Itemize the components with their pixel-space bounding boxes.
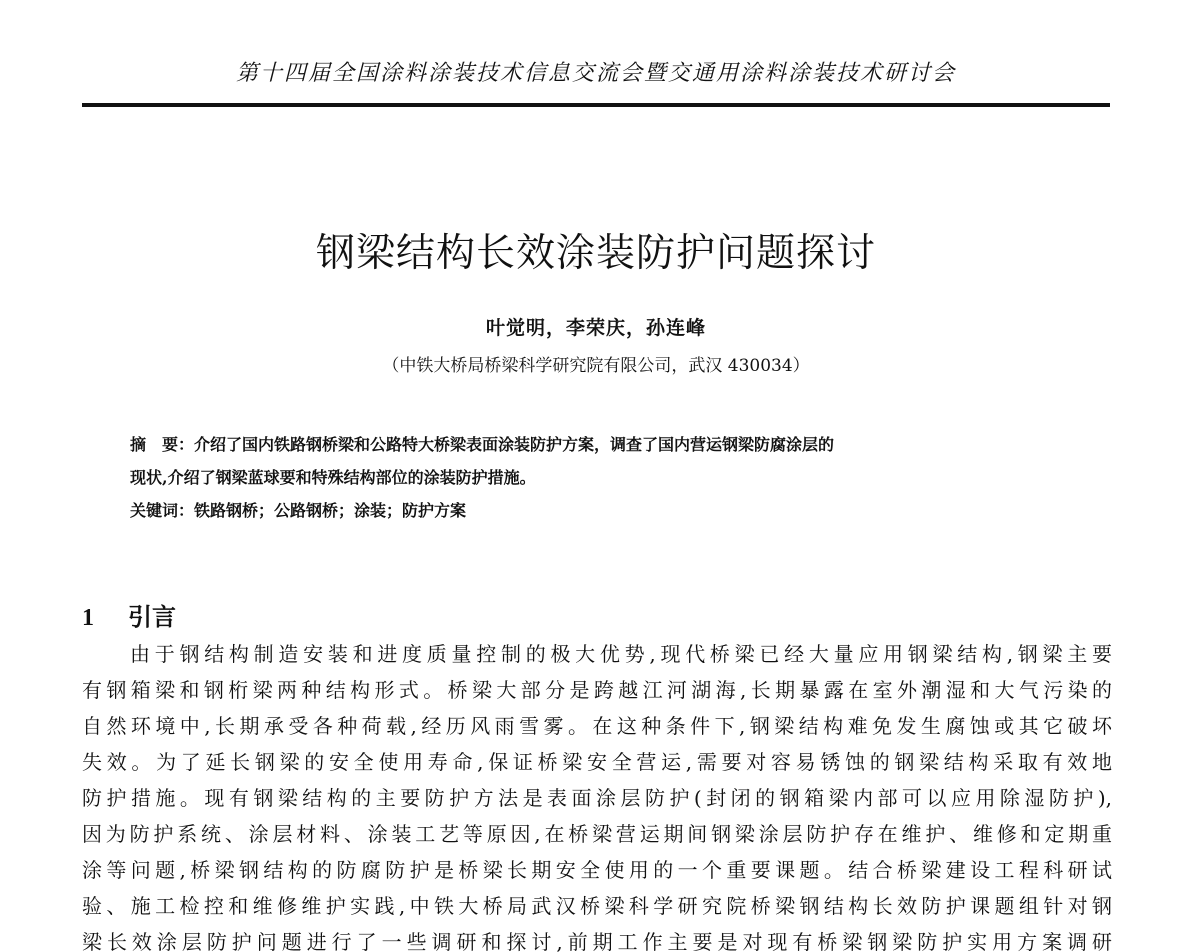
keywords-line xyxy=(130,494,1090,527)
body-line: 因为防护系统、涂层材料、涂装工艺等原因,在桥梁营运期间钢梁涂层防护存在维护、维修和定期重 xyxy=(82,822,1112,846)
abstract-label: 摘 要： xyxy=(130,435,195,454)
section-body xyxy=(82,636,1112,952)
body-line: 涂等问题,桥梁钢结构的防腐防护是桥梁长期安全使用的一个重要课题。结合桥梁建设工程科研试 xyxy=(82,858,1112,882)
header-rule xyxy=(82,103,1110,107)
running-header: 第十四届全国涂料涂装技术信息交流会暨交通用涂料涂装技术研讨会 xyxy=(235,61,956,86)
section-number: 1 xyxy=(82,605,94,631)
abstract-text-1: 介绍了国内铁路钢桥梁和公路特大桥梁表面涂装防护方案，调查了国内营运钢梁防腐涂层的 xyxy=(194,435,835,454)
body-line: 梁长效涂层防护问题进行了一些调研和探讨,前期工作主要是对现有桥梁钢梁防护实用方案调研 xyxy=(82,930,1112,952)
abstract-block xyxy=(130,428,1090,527)
body-line: 失效。为了延长钢梁的安全使用寿命,保证桥梁安全营运,需要对容易锈蚀的钢梁结构采取有效地 xyxy=(82,750,1112,774)
abstract-line-1 xyxy=(130,428,1090,461)
paper-authors: 叶觉明，李荣庆，孙连峰 xyxy=(485,317,706,339)
body-line: 自然环境中,长期承受各种荷载,经历风雨雪雾。在这种条件下,钢梁结构难免发生腐蚀或其它破坏 xyxy=(82,714,1112,738)
paper-title: 钢梁结构长效涂装防护问题探讨 xyxy=(315,231,876,276)
paper-affiliation: （中铁大桥局桥梁科学研究院有限公司，武汉 430034） xyxy=(382,356,810,376)
body-line: 有钢箱梁和钢桁梁两种结构形式。桥梁大部分是跨越江河湖海,长期暴露在室外潮湿和大气污染的 xyxy=(82,678,1112,702)
keywords-label: 关键词： xyxy=(130,501,195,520)
keywords-text: 铁路钢桥；公路钢桥；涂装；防护方案 xyxy=(194,501,467,520)
section-heading xyxy=(82,597,176,632)
body-line: 验、施工检控和维修维护实践,中铁大桥局武汉桥梁科学研究院桥梁钢结构长效防护课题组针对钢 xyxy=(82,894,1112,918)
body-line: 由于钢结构制造安装和进度质量控制的极大优势,现代桥梁已经大量应用钢梁结构,钢梁主要 xyxy=(130,642,1112,666)
body-line: 防护措施。现有钢梁结构的主要防护方法是表面涂层防护(封闭的钢箱梁内部可以应用除湿防护), xyxy=(82,786,1112,810)
section-title: 引言 xyxy=(128,603,176,631)
abstract-line-2: 现状,介绍了钢梁蓝球要和特殊结构部位的涂装防护措施。 xyxy=(130,468,536,487)
